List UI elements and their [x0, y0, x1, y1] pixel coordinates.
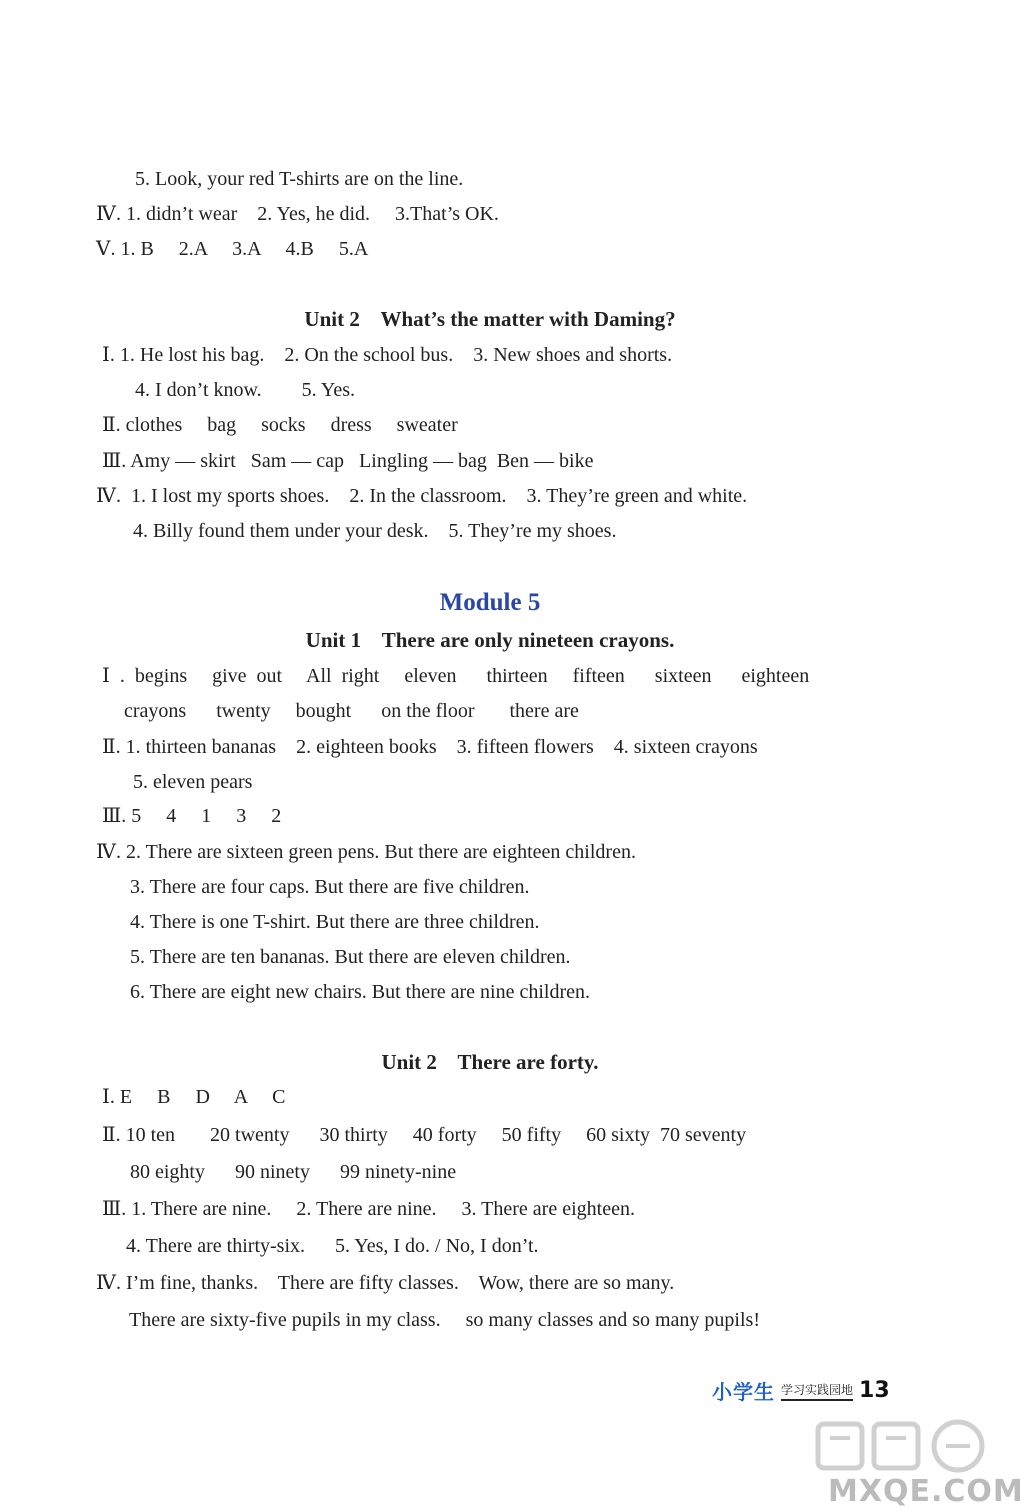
- roman-numeral: Ⅲ.: [102, 1198, 127, 1220]
- brand-name: 小学生: [712, 1380, 775, 1404]
- answer-line: [124, 699, 579, 723]
- roman-numeral: Ⅱ.: [102, 414, 121, 436]
- roman-numeral: Ⅰ: [102, 665, 110, 687]
- answer-line: [102, 804, 281, 828]
- unit-heading: Unit 1 There are only nineteen crayons.: [305, 628, 675, 652]
- answer-line: [133, 770, 252, 794]
- answer-line: [129, 1308, 760, 1332]
- answer-line: [96, 840, 636, 864]
- answer-text: 3. There are four caps. But there are five children.: [130, 876, 530, 898]
- answer-line: [102, 735, 758, 759]
- answer-text: I’m fine, thanks. There are fifty classes. Wow, there are so many.: [120, 1272, 675, 1294]
- answer-line: [130, 1160, 456, 1184]
- unit-heading: Unit 2 There are forty.: [381, 1050, 599, 1074]
- answer-text: 5. There are ten bananas. But there are eleven children.: [130, 946, 571, 968]
- answer-text: 4. There are thirty-six. 5. Yes, I do. / No, I don’t.: [126, 1235, 539, 1257]
- answer-text: 4. Billy found them under your desk. 5. They’re my shoes.: [133, 520, 617, 542]
- answer-text: 5. eleven pears: [133, 771, 253, 793]
- answer-text: clothes bag socks dress sweater: [120, 414, 458, 436]
- answer-text: 1. B 2.A 3.A 4.B 5.A: [115, 238, 369, 260]
- answer-text: There are sixty-five pupils in my class. so many classes and so many pupils!: [129, 1309, 760, 1331]
- answer-line: [133, 519, 616, 543]
- answer-line: [102, 1123, 746, 1147]
- roman-numeral: Ⅰ.: [102, 344, 115, 366]
- answer-line: [96, 237, 368, 261]
- answer-line: [96, 484, 747, 508]
- roman-numeral: Ⅱ.: [102, 736, 121, 758]
- roman-numeral: Ⅳ.: [96, 841, 121, 863]
- roman-numeral: Ⅲ.: [102, 805, 127, 827]
- answer-line: [96, 202, 499, 226]
- answer-text: 4. There is one T-shirt. But there are three children.: [130, 911, 540, 933]
- answer-text: 5 4 1 3 2: [126, 805, 282, 827]
- roman-numeral: Ⅴ.: [96, 238, 116, 260]
- answer-text: 6. There are eight new chairs. But there are nine children.: [130, 981, 590, 1003]
- page-number: 13: [859, 1378, 890, 1403]
- answer-line: [135, 167, 463, 191]
- answer-text: 1. I lost my sports shoes. 2. In the classroom. 3. They’re green and white.: [120, 485, 748, 507]
- roman-numeral: Ⅳ.: [96, 485, 121, 507]
- answer-text: 1. He lost his bag. 2. On the school bus. 3. New shoes and shorts.: [114, 344, 673, 366]
- roman-numeral: Ⅰ.: [102, 1086, 115, 1108]
- answer-text: 2. There are sixteen green pens. But there are eighteen children.: [120, 841, 636, 863]
- watermark-text: MXQE.COM: [828, 1474, 1024, 1509]
- answer-text: E B D A C: [114, 1086, 286, 1108]
- answer-text: 10 ten 20 twenty 30 thirty 40 forty 50 fifty 60 sixty 70 seventy: [120, 1124, 747, 1146]
- answer-text: Amy — skirt Sam — cap Lingling — bag Ben — bike: [126, 450, 594, 472]
- roman-numeral: Ⅱ.: [102, 1124, 121, 1146]
- roman-numeral: Ⅲ.: [102, 450, 127, 472]
- brand-subtitle: 学习实践园地: [781, 1381, 853, 1401]
- answer-line: [102, 664, 809, 688]
- answer-line: [135, 378, 355, 402]
- answer-line: [126, 1234, 539, 1258]
- answer-line: [96, 1271, 674, 1295]
- answer-line: [102, 1085, 285, 1109]
- answer-line: [102, 413, 458, 437]
- roman-numeral: Ⅳ.: [96, 203, 121, 225]
- answer-line: [102, 449, 593, 473]
- answer-line: [102, 1197, 635, 1221]
- answer-line: [130, 945, 571, 969]
- module-title: Module 5: [439, 589, 541, 616]
- roman-numeral: Ⅳ.: [96, 1272, 121, 1294]
- answer-line: [130, 980, 590, 1004]
- answer-line: [130, 910, 540, 934]
- answer-text: 80 eighty 90 ninety 99 ninety-nine: [130, 1161, 457, 1183]
- answer-text: 4. I don’t know. 5. Yes.: [135, 379, 356, 401]
- answer-line: [130, 875, 529, 899]
- answer-text: 1. thirteen bananas 2. eighteen books 3. fifteen flowers 4. sixteen crayons: [120, 736, 758, 758]
- answer-text: 1. There are nine. 2. There are nine. 3. There are eighteen.: [126, 1198, 635, 1220]
- answer-text: . begins give out All right eleven thirteen fifteen sixteen eighteen: [109, 665, 810, 687]
- answer-text: crayons twenty bought on the floor there are: [124, 700, 579, 722]
- unit-heading: Unit 2 What’s the matter with Daming?: [304, 307, 676, 331]
- footer-brand: [712, 1376, 890, 1405]
- answer-text: 1. didn’t wear 2. Yes, he did. 3.That’s OK.: [120, 203, 499, 225]
- answer-line: [102, 343, 672, 367]
- answer-text: 5. Look, your red T-shirts are on the line.: [135, 168, 464, 190]
